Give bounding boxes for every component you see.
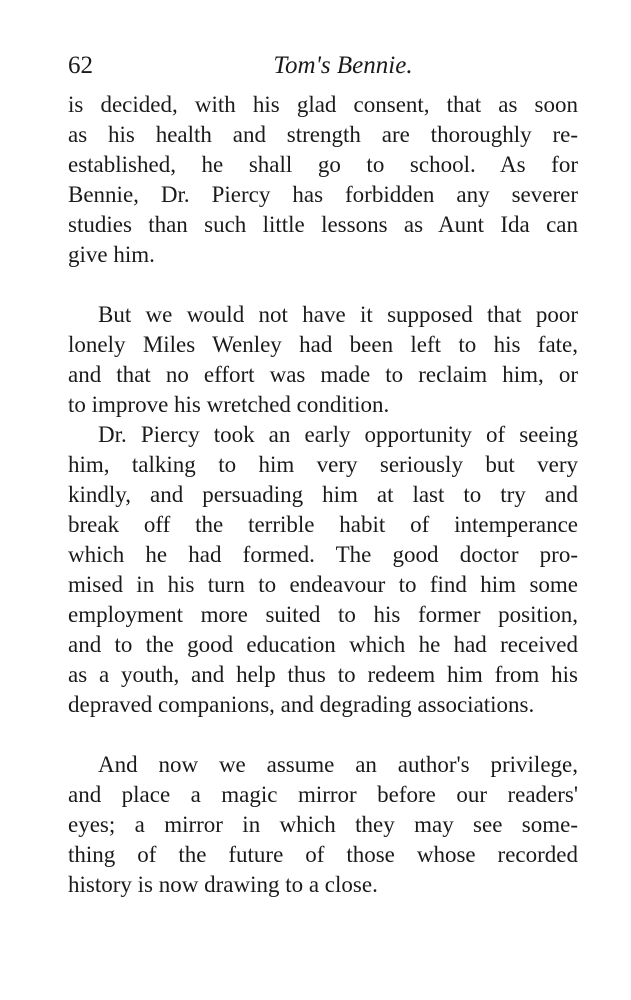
text-line: and that no effort was made to reclaim him, or (68, 362, 578, 387)
text-line: which he had formed. The good doctor pro- (68, 542, 578, 567)
text-line: kindly, and persuading him at last to try and (68, 482, 578, 507)
book-page (68, 40, 578, 900)
text-line: eyes; a mirror in which they may see some- (68, 812, 578, 837)
text-line: give him. (68, 242, 155, 267)
paragraph (68, 750, 578, 900)
text-line: And now we assume an author's privilege, (98, 752, 578, 777)
text-line: thing of the future of those whose recorded (68, 842, 578, 867)
text-line: lonely Miles Wenley had been left to his fate, (68, 332, 578, 357)
text-line: break off the terrible habit of intemperance (68, 512, 578, 537)
paragraph-gap (68, 720, 578, 750)
text-line: history is now drawing to a close. (68, 872, 378, 897)
text-line: Dr. Piercy took an early opportunity of seeing (98, 422, 578, 447)
text-line: But we would not have it supposed that poor (98, 302, 578, 327)
text-line: Bennie, Dr. Piercy has forbidden any severer (68, 182, 578, 207)
text-line: as a youth, and help thus to redeem him from his (68, 662, 578, 687)
text-line: and to the good education which he had received (68, 632, 578, 657)
text-line: mised in his turn to endeavour to find him some (68, 572, 578, 597)
paragraph (68, 300, 578, 420)
paragraph (68, 420, 578, 720)
text-line: him, talking to him very seriously but very (68, 452, 578, 477)
text-line: to improve his wretched condition. (68, 392, 390, 417)
running-title: Tom's Bennie. (273, 52, 413, 79)
text-line: employment more suited to his former position, (68, 602, 578, 627)
text-line: depraved companions, and degrading associations. (68, 692, 535, 717)
text-line: established, he shall go to school. As for (68, 152, 578, 177)
paragraph (68, 90, 578, 270)
page-number: 62 (68, 52, 93, 79)
paragraph-gap (68, 270, 578, 300)
text-line: and place a magic mirror before our readers' (68, 782, 578, 807)
text-line: as his health and strength are thoroughly re- (68, 122, 578, 147)
text-line: is decided, with his glad consent, that as soon (68, 92, 578, 117)
text-line: studies than such little lessons as Aunt Ida can (68, 212, 578, 237)
running-head (68, 40, 578, 90)
